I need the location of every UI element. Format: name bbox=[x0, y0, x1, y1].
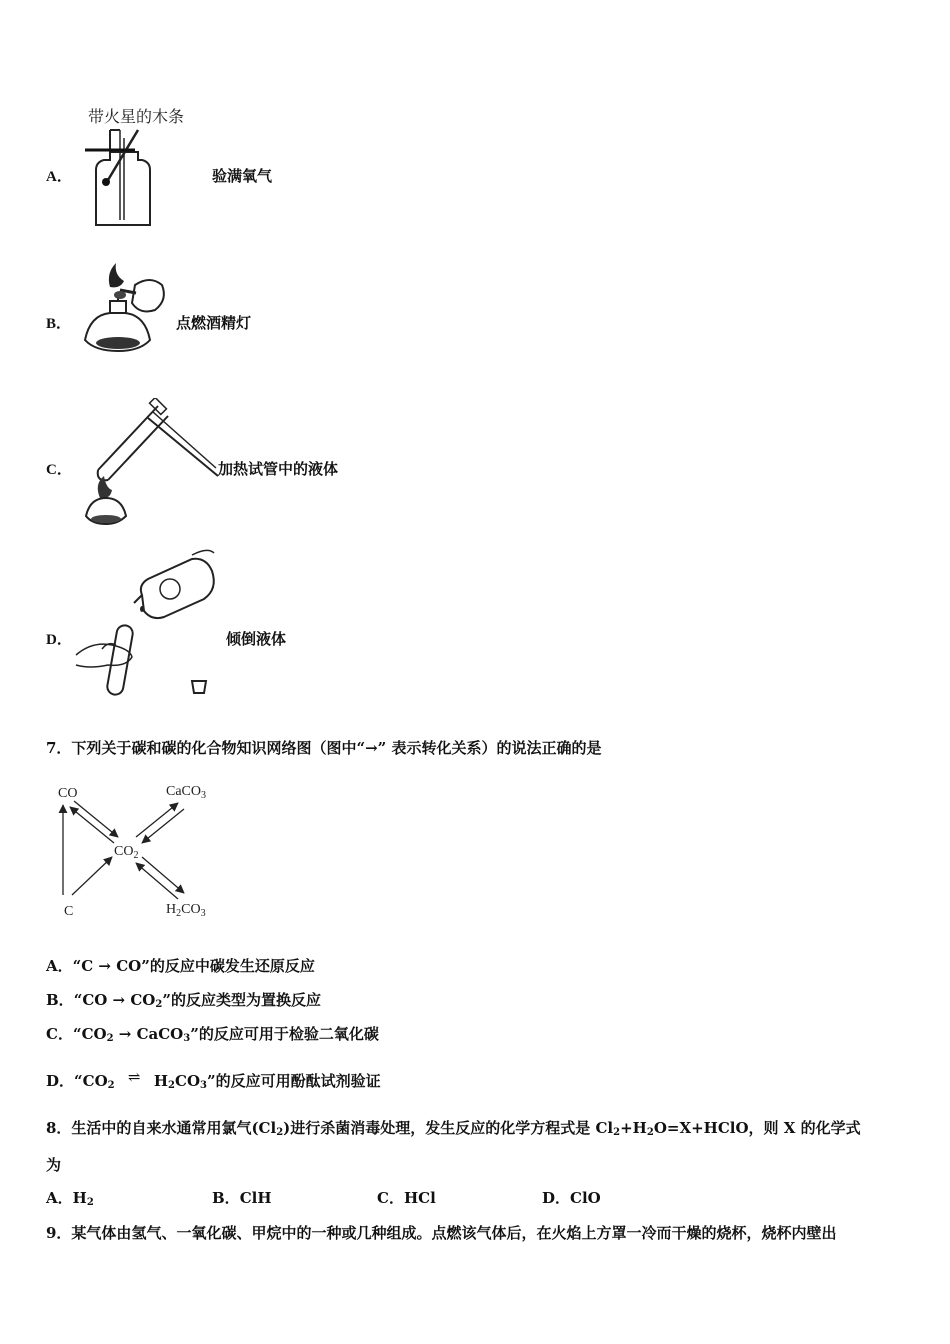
option-c-label: C． bbox=[46, 462, 72, 478]
q7-stem-suffix: ” 表示转化关系）的说法正确的是 bbox=[377, 739, 602, 757]
q8-option-a: A．$H_2$ bbox=[46, 1189, 94, 1208]
node-co: CO bbox=[58, 786, 78, 801]
arrow-c-to-co2 bbox=[72, 857, 112, 895]
option-d-caption: 倾倒液体 bbox=[226, 630, 287, 648]
light-alcohol-lamp-figure bbox=[80, 255, 175, 355]
q9-stem: 9．某气体由氢气、一氧化碳、甲烷中的一种或几种组成。点燃该气体后，在火焰上方罩一冷而干燥的烧杯，烧杯内壁出 bbox=[46, 1224, 837, 1242]
option-b-label: B． bbox=[46, 316, 72, 332]
pour-liquid-figure bbox=[72, 545, 222, 700]
option-a-label: A． bbox=[46, 169, 72, 185]
heat-liquid-in-test-tube-figure bbox=[78, 398, 220, 526]
q8-stem-line2: 为 bbox=[46, 1156, 62, 1174]
figure-text-glowing-splint: 带火星的木条 bbox=[88, 107, 185, 126]
node-h2co3: $H_2CO_3$ bbox=[166, 902, 206, 919]
carbon-network-diagram bbox=[50, 775, 230, 925]
q8-option-b: B．ClH bbox=[212, 1189, 272, 1207]
q8-stem-line1: 8．生活中的自来水通常用氯气$(Cl_2)$进行杀菌消毒处理，发生反应的化学方程式是 $Cl_2+H_2O=X+HClO$，则 X 的化学式 bbox=[46, 1119, 861, 1138]
q7-stem-arrow-symbol: → bbox=[365, 739, 378, 757]
q7-option-c: C．“$CO_2$ → CaCO$_3$”的反应可用于检验二氧化碳 bbox=[46, 1025, 379, 1044]
q7-option-b: B．“CO → $CO_2$”的反应类型为置换反应 bbox=[46, 991, 321, 1010]
option-b-caption: 点燃酒精灯 bbox=[176, 314, 252, 332]
arrow-co-to-co2 bbox=[74, 801, 118, 837]
option-d-label: D． bbox=[46, 632, 72, 648]
node-caco3: CaCO$_3$ bbox=[166, 784, 206, 801]
q7-option-a: A．“C → CO”的反应中碳发生还原反应 bbox=[46, 957, 315, 975]
option-c-caption: 加热试管中的液体 bbox=[218, 460, 339, 478]
node-co2: $CO_2$ bbox=[114, 844, 139, 861]
q7-option-d: D．“$CO_2$ ⇌ $H_2CO_3$”的反应可用酚酞试剂验证 bbox=[46, 1068, 381, 1091]
option-a-caption: 验满氧气 bbox=[212, 167, 273, 185]
arrow-co2-to-caco3 bbox=[136, 803, 178, 837]
arrow-h2co3-to-co2 bbox=[136, 863, 178, 899]
q8-option-c: C．HCl bbox=[377, 1189, 436, 1207]
arrow-co2-to-h2co3 bbox=[142, 857, 184, 893]
node-c: C bbox=[64, 904, 74, 919]
q8-option-d: D．ClO bbox=[542, 1189, 601, 1207]
q7-stem-prefix: 7．下列关于碳和碳的化合物知识网络图（图中“ bbox=[46, 739, 366, 757]
arrow-co2-to-co bbox=[70, 807, 114, 843]
q7-stem bbox=[46, 737, 602, 758]
arrow-caco3-to-co2 bbox=[142, 809, 184, 843]
oxygen-full-test-figure bbox=[80, 100, 220, 235]
